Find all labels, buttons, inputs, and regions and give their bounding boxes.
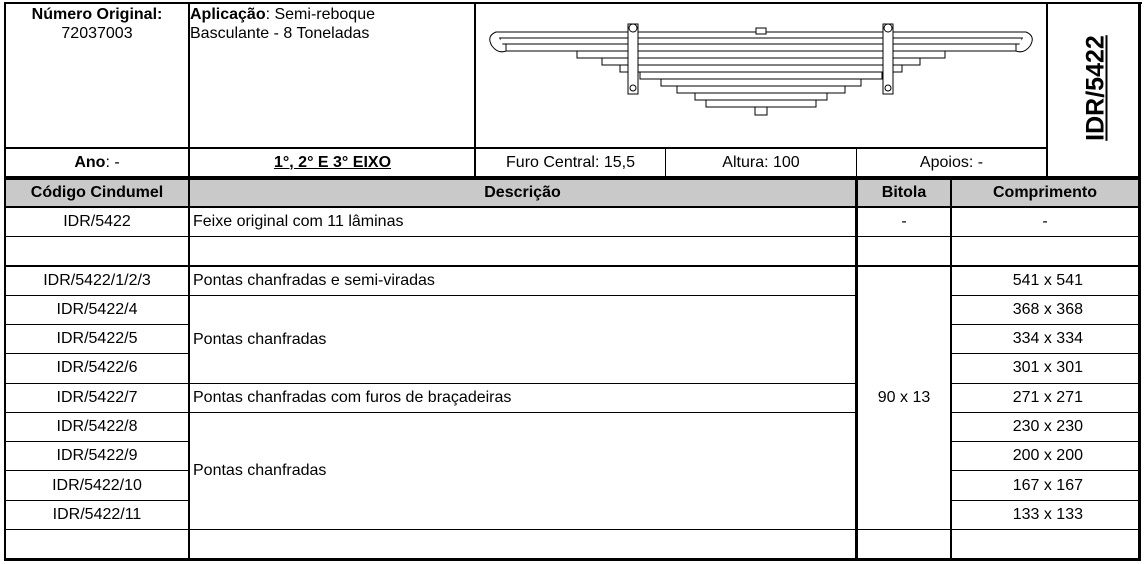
divider bbox=[951, 441, 1139, 442]
numero-original-block bbox=[6, 4, 188, 148]
table-row-codigo: IDR/5422/7 bbox=[56, 389, 138, 406]
divider bbox=[4, 265, 1141, 267]
ano-cell bbox=[6, 149, 188, 176]
divider bbox=[189, 412, 856, 413]
divider bbox=[474, 2, 476, 177]
divider bbox=[951, 500, 1139, 501]
header-table-separator bbox=[4, 176, 1141, 180]
divider bbox=[4, 383, 189, 384]
table-row-codigo: IDR/5422/11 bbox=[52, 506, 142, 523]
altura-cell: Altura: 100 bbox=[722, 153, 800, 171]
col-header-bitola: Bitola bbox=[858, 180, 950, 206]
divider bbox=[951, 353, 1139, 354]
side-code: IDR/5422 bbox=[1081, 35, 1110, 141]
divider bbox=[4, 295, 189, 296]
numero-original-value: 72037003 bbox=[61, 25, 133, 42]
leaf-spring-drawing bbox=[478, 10, 1044, 142]
divider bbox=[4, 412, 189, 413]
table-row-bitola: - bbox=[901, 213, 907, 230]
table-row-codigo: IDR/5422/1/2/3 bbox=[43, 272, 151, 289]
divider bbox=[188, 2, 190, 177]
divider bbox=[856, 148, 857, 177]
table-row-comprimento: 301 x 301 bbox=[1012, 359, 1083, 376]
table-row-codigo: IDR/5422/10 bbox=[52, 476, 142, 494]
merged-descricao-1: Pontas chanfradas bbox=[193, 330, 327, 348]
frame-left bbox=[4, 2, 6, 561]
divider bbox=[665, 148, 666, 177]
table-row-codigo: IDR/5422 bbox=[63, 213, 131, 230]
col-header-comprimento: Comprimento bbox=[952, 180, 1138, 206]
divider bbox=[951, 324, 1139, 325]
divider bbox=[951, 412, 1139, 413]
frame-top bbox=[4, 2, 1142, 4]
table-row-comprimento: 334 x 334 bbox=[1012, 330, 1083, 347]
table-row-descricao: Pontas chanfradas e semi-viradas bbox=[193, 272, 435, 289]
merged-bitola: 90 x 13 bbox=[877, 389, 931, 406]
aplicacao-block bbox=[190, 4, 475, 148]
divider bbox=[4, 353, 189, 354]
divider bbox=[950, 180, 952, 560]
divider bbox=[189, 383, 856, 384]
divider bbox=[855, 180, 858, 560]
table-row-descricao: Feixe original com 11 lâminas bbox=[193, 213, 404, 230]
eixo-cell: 1°, 2° E 3° EIXO bbox=[273, 153, 392, 171]
numero-original-label: Número Original: bbox=[31, 6, 163, 23]
divider bbox=[4, 529, 189, 530]
table-row-comprimento: 200 x 200 bbox=[1012, 447, 1083, 464]
divider bbox=[4, 236, 1141, 237]
table-row-comprimento: 167 x 167 bbox=[1012, 476, 1083, 494]
table-row-descricao: Pontas chanfradas com furos de braçadeiras bbox=[193, 389, 512, 406]
frame-right bbox=[1138, 2, 1141, 561]
divider bbox=[951, 295, 1139, 296]
table-row-comprimento: 541 x 541 bbox=[1012, 272, 1083, 289]
divider bbox=[4, 324, 189, 325]
table-row-comprimento: 271 x 271 bbox=[1012, 389, 1083, 406]
ano-value: : - bbox=[105, 153, 120, 171]
table-row-comprimento: - bbox=[1042, 213, 1048, 230]
table-row-codigo: IDR/5422/5 bbox=[56, 330, 138, 347]
col-header-descricao: Descrição bbox=[190, 180, 855, 206]
divider bbox=[189, 295, 856, 296]
table-row-codigo: IDR/5422/4 bbox=[56, 301, 138, 318]
col-header-codigo: Código Cindumel bbox=[6, 180, 188, 206]
divider bbox=[951, 529, 1139, 530]
furo-central-cell: Furo Central: 15,5 bbox=[506, 153, 635, 171]
divider bbox=[1046, 2, 1048, 177]
divider bbox=[4, 500, 189, 501]
table-row-codigo: IDR/5422/9 bbox=[56, 447, 138, 464]
divider bbox=[951, 383, 1139, 384]
divider bbox=[951, 470, 1139, 471]
table-row-codigo: IDR/5422/8 bbox=[56, 418, 138, 435]
divider bbox=[4, 470, 189, 471]
divider bbox=[4, 441, 189, 442]
divider bbox=[4, 206, 1141, 208]
aplicacao-value-line2: Basculante - 8 Toneladas bbox=[190, 25, 370, 42]
table-row-comprimento: 133 x 133 bbox=[1012, 506, 1083, 523]
merged-descricao-2: Pontas chanfradas bbox=[193, 462, 327, 479]
frame-bottom bbox=[4, 558, 1141, 561]
divider bbox=[4, 147, 1047, 149]
divider bbox=[188, 180, 190, 560]
aplicacao-label: Aplicação bbox=[190, 6, 266, 23]
table-row-codigo: IDR/5422/6 bbox=[56, 359, 138, 376]
table-row-comprimento: 230 x 230 bbox=[1012, 418, 1083, 435]
divider bbox=[189, 529, 856, 530]
ano-label: Ano bbox=[74, 153, 106, 171]
aplicacao-value-line1: : Semi-reboque bbox=[265, 6, 375, 23]
apoios-cell: Apoios: - bbox=[919, 153, 984, 171]
table-row-comprimento: 368 x 368 bbox=[1012, 301, 1083, 318]
divider bbox=[856, 529, 951, 530]
